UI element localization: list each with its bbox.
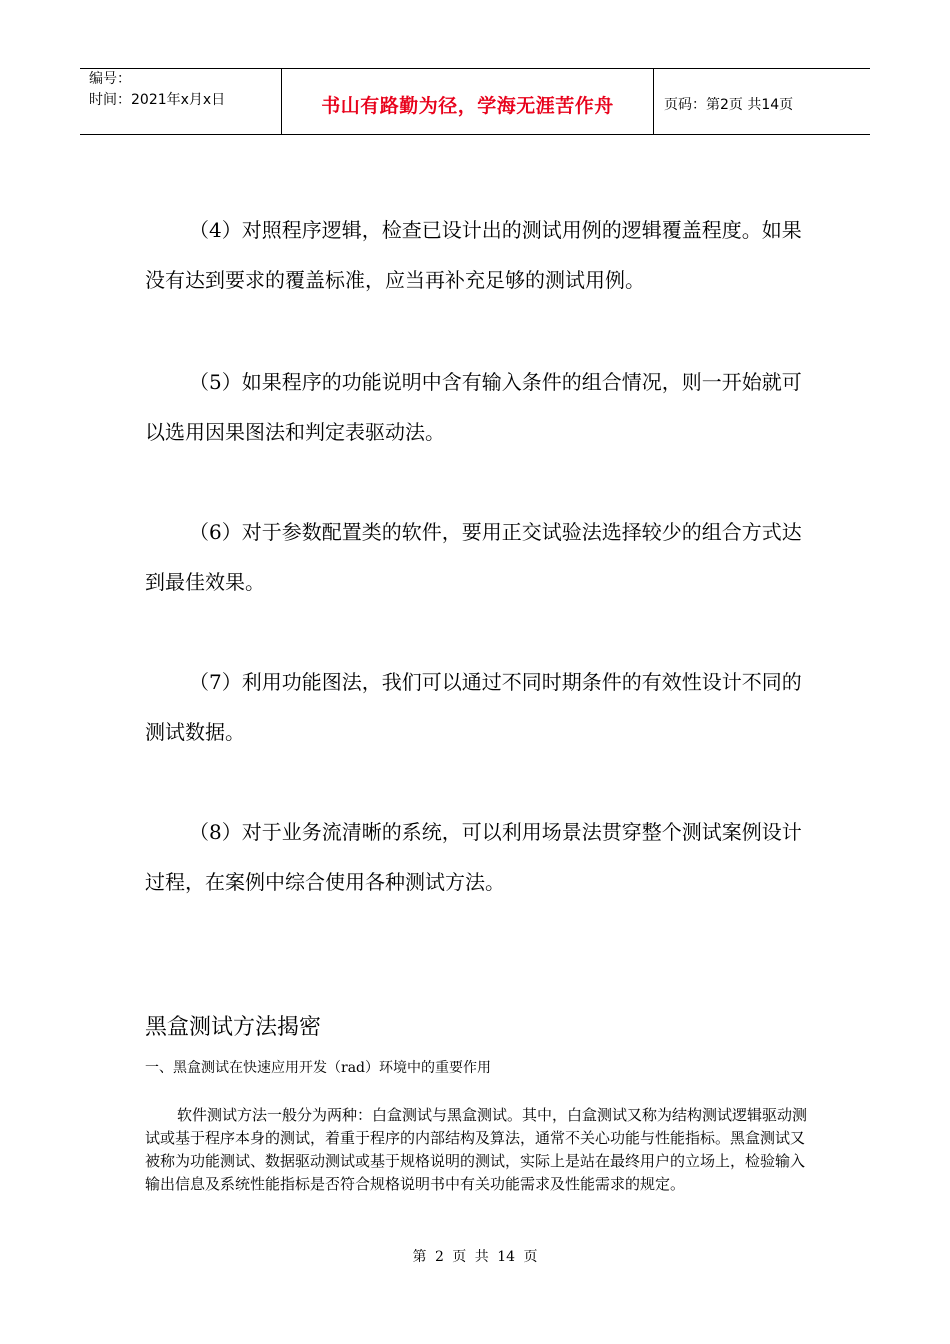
page-code: 页码：第2页 共14页 — [664, 96, 794, 113]
paragraph-7: （7）利用功能图法，我们可以通过不同时期条件的有效性设计不同的测试数据。 — [145, 670, 802, 744]
section-title: 黑盒测试方法揭密 — [145, 1015, 322, 1040]
slogan-text: 书山有路勤为径，学海无涯苦作舟 — [321, 95, 614, 117]
header-table — [80, 68, 870, 135]
paragraph-5: （5）如果程序的功能说明中含有输入条件的组合情况，则一开始就可以选用因果图法和判定表驱动法。 — [145, 370, 802, 444]
number-label: 编号： — [89, 71, 131, 87]
page-footer: 第 2 页 共 14 页 — [412, 1249, 538, 1265]
paragraph-8: （8）对于业务流清晰的系统，可以利用场景法贯穿整个测试案例设计过程，在案例中综合使用各种测试方法。 — [145, 820, 802, 894]
header-meta-cell — [80, 69, 282, 134]
paragraph-4: （4）对照程序逻辑，检查已设计出的测试用例的逻辑覆盖程度。如果没有达到要求的覆盖标准，应当再补充足够的测试用例。 — [145, 218, 802, 292]
header-slogan-cell — [282, 69, 654, 134]
header-page-cell — [654, 69, 870, 134]
paragraph-6: （6）对于参数配置类的软件，要用正交试验法选择较少的组合方式达到最佳效果。 — [145, 520, 802, 594]
section-subtitle: 一、黑盒测试在快速应用开发（rad）环境中的重要作用 — [145, 1060, 491, 1076]
section-body: 软件测试方法一般分为两种：白盒测试与黑盒测试。其中，白盒测试又称为结构测试逻辑驱动测试或基于程序本身的测试，着重于程序的内部结构及算法，通常不关心功能与性能指标。黑盒测试又被称为功能测试、数据驱动测试或基于规格说明的测试，实际上是站在最终用户的立场上，检验输入输出信息及系统性能指标是否符合规格说明书中有关功能需求及性能需求的规定。 — [145, 1106, 808, 1193]
time-label: 时间：2021年x月x日 — [89, 92, 226, 108]
